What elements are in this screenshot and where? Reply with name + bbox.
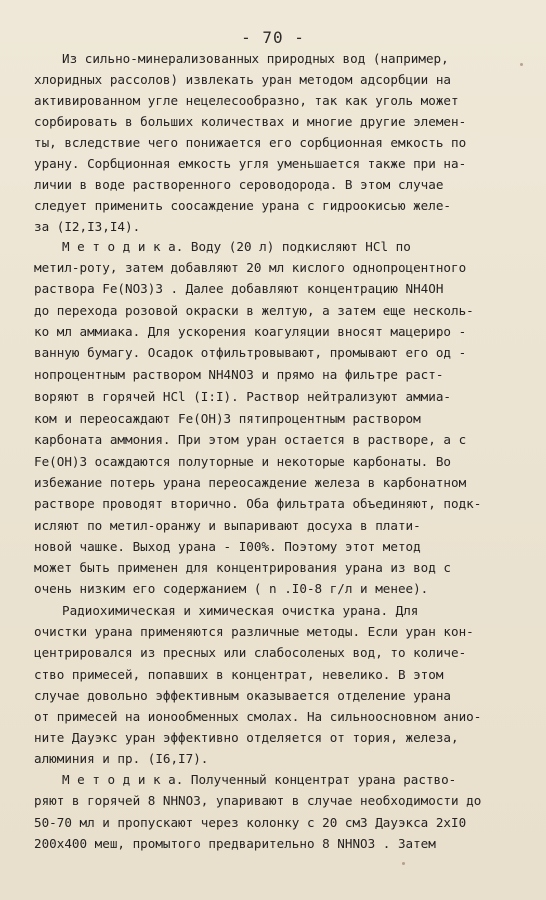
text-line: за (I2,I3,I4). bbox=[34, 219, 141, 234]
text-line: карбоната аммония. При этом уран остается в растворе, а с bbox=[34, 432, 467, 447]
paper-speck bbox=[402, 862, 405, 865]
text-line: М е т о д и к а. Воду (20 л) подкисляют HCl по bbox=[62, 239, 411, 254]
text-line: ты, вследствие чего понижается его сорбционная емкость по bbox=[34, 135, 467, 150]
text-line: ком и переосаждают Fe(OH)3 пятипроцентным раствором bbox=[34, 411, 421, 426]
text-line: центрировался из пресных или слабосоленых вод, то количе- bbox=[34, 645, 467, 660]
text-line: ко мл аммиака. Для ускорения коагуляции вносят мацериро - bbox=[34, 324, 467, 339]
text-line: урану. Сорбционная емкость угля уменьшается также при на- bbox=[34, 156, 467, 171]
text-line: М е т о д и к а. Полученный концентрат урана раство- bbox=[62, 772, 457, 787]
text-line: растворе проводят вторично. Оба фильтрата объединяют, подк- bbox=[34, 496, 482, 511]
text-line: 50-70 мл и пропускают через колонку с 20 см3 Дауэкса 2хI0 bbox=[34, 815, 467, 830]
text-line: воряют в горячей HCl (I:I). Раствор нейтрализуют аммиа- bbox=[34, 389, 452, 404]
text-line: ванную бумагу. Осадок отфильтровывают, промывают его од - bbox=[34, 345, 467, 360]
text-line: ряют в горячей 8 NHNO3, упаривают в случае необходимости до bbox=[34, 793, 482, 808]
text-line: метил-роту, затем добавляют 20 мл кислого однопроцентного bbox=[34, 260, 467, 275]
text-line: активированном угле нецелесообразно, так как уголь может bbox=[34, 93, 459, 108]
text-line: Радиохимическая и химическая очистка урана. Для bbox=[62, 603, 419, 618]
text-line: 200х400 меш, промытого предварительно 8 NHNO3 . Затем bbox=[34, 836, 436, 851]
page-number: - 70 - bbox=[241, 28, 305, 47]
text-line: очень низким его содержанием ( n .I0-8 г/л и менее). bbox=[34, 581, 429, 596]
text-line: новой чашке. Выход урана - I00%. Поэтому этот метод bbox=[34, 539, 421, 554]
text-line: случае довольно эффективным оказывается отделение урана bbox=[34, 688, 452, 703]
text-line: Из сильно-минерализованных природных вод (например, bbox=[62, 51, 449, 66]
text-line: ство примесей, попавших в концентрат, невелико. В этом bbox=[34, 667, 444, 682]
text-line: сорбировать в больших количествах и многие другие элемен- bbox=[34, 114, 467, 129]
text-line: следует применить соосаждение урана с гидроокисью желе- bbox=[34, 198, 452, 213]
text-line: избежание потерь урана переосаждение железа в карбонатном bbox=[34, 475, 467, 490]
text-line: личии в воде растворенного сероводорода. В этом случае bbox=[34, 177, 444, 192]
text-line: хлоридных рассолов) извлекать уран методом адсорбции на bbox=[34, 72, 452, 87]
text-line: раствора Fe(NO3)3 . Далее добавляют концентрацию NH4OH bbox=[34, 281, 444, 296]
text-line: нопроцентным раствором NH4NO3 и прямо на фильтре раст- bbox=[34, 367, 444, 382]
paper-speck bbox=[520, 63, 523, 66]
text-line: очистки урана применяются различные методы. Если уран кон- bbox=[34, 624, 474, 639]
text-line: до перехода розовой окраски в желтую, а затем еще несколь- bbox=[34, 303, 474, 318]
text-line: от примесей на ионообменных смолах. На сильноосновном анио- bbox=[34, 709, 482, 724]
text-line: Fe(OH)3 осаждаются полуторные и некоторые карбонаты. Во bbox=[34, 454, 452, 469]
text-line: исляют по метил-оранжу и выпаривают досуха в плати- bbox=[34, 518, 421, 533]
text-line: может быть применен для концентрирования урана из вод с bbox=[34, 560, 452, 575]
text-line: алюминия и пр. (I6,I7). bbox=[34, 751, 209, 766]
text-line: ните Дауэкс уран эффективно отделяется от тория, железа, bbox=[34, 730, 459, 745]
